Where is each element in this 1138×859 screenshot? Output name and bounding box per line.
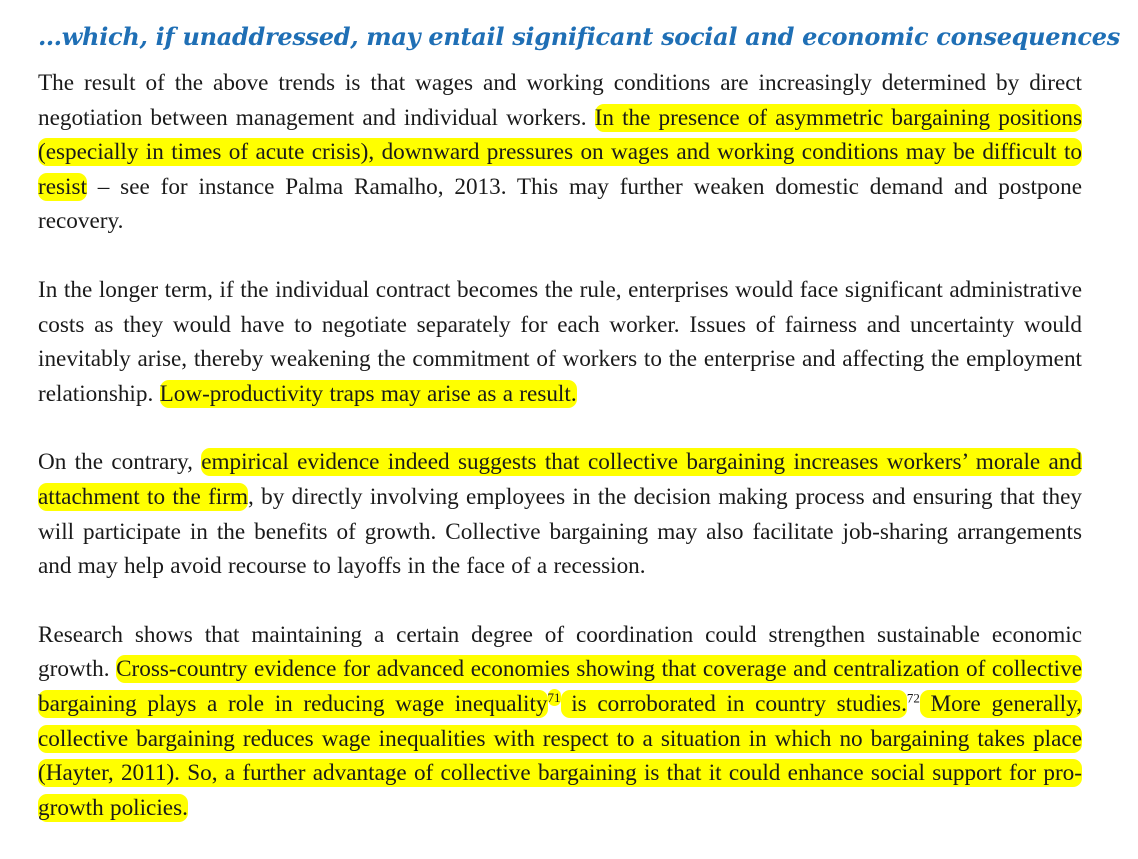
paragraph-4-highlight-b: is corroborated in country studies. — [560, 690, 907, 717]
paragraph-4-highlight-a: Cross-country evidence for advanced economies showing that coverage and centralization of collective bargaining plays a role in reducing wage inequality — [38, 656, 1082, 717]
footnote-ref-71[interactable]: 71 — [547, 690, 561, 706]
section-heading: …which, if unaddressed, may entail significant social and economic consequences — [38, 22, 1120, 51]
paragraph-4-text-a: Research shows that maintaining a certain degree of coordination could strengthen sustainable economic growth. — [38, 621, 1082, 683]
paragraph-2 — [38, 273, 1082, 411]
paragraph-1-text-b: – see for instance Palma Ramalho, 2013. This may further weaken domestic demand and postpone recovery. — [38, 173, 1082, 235]
paragraph-1-text-a: The result of the above trends is that wages and working conditions are increasingly determined by direct negotiation between management and individual workers. — [38, 70, 1082, 131]
paragraph-1-highlight: In the presence of asymmetric bargaining positions (especially in times of acute crisis), downward pressures on wages and working conditions may be difficult to resist — [38, 104, 1082, 200]
paragraph-3-text-a: On the contrary, — [38, 449, 202, 476]
paragraph-3 — [38, 445, 1082, 583]
paragraph-3-highlight: empirical evidence indeed suggests that collective bargaining increases workers’ morale and attachment to the firm — [38, 449, 1082, 510]
paragraph-1 — [38, 66, 1082, 239]
paragraph-4-highlight-c: More generally, collective bargaining reduces wage inequalities with respect to a situation in which no bargaining takes place (Hayter, 2011). So, a further advantage of collective bargaining is that it could enhance social support for pro-growth policies. — [38, 690, 1082, 821]
paragraph-2-text-a: In the longer term, if the individual contract becomes the rule, enterprises would face significant administrative costs as they would have to negotiate separately for each worker. Issues of fairness and uncertainty would inevitably arise, thereby weakening the commitment of workers to the enterprise and affecting the employment relationship. — [38, 276, 1082, 407]
paragraph-4 — [38, 618, 1082, 826]
document-page — [38, 20, 1120, 859]
footnote-ref-72[interactable]: 72 — [906, 690, 920, 706]
paragraph-2-highlight: Low-productivity traps may arise as a result. — [159, 380, 577, 407]
paragraph-3-text-b: , by directly involving employees in the decision making process and ensuring that they will participate in the benefits of growth. Collective bargaining may also facilitate job-sharing arrangements and may help avoid recourse to layoffs in the face of a recession. — [38, 483, 1082, 580]
